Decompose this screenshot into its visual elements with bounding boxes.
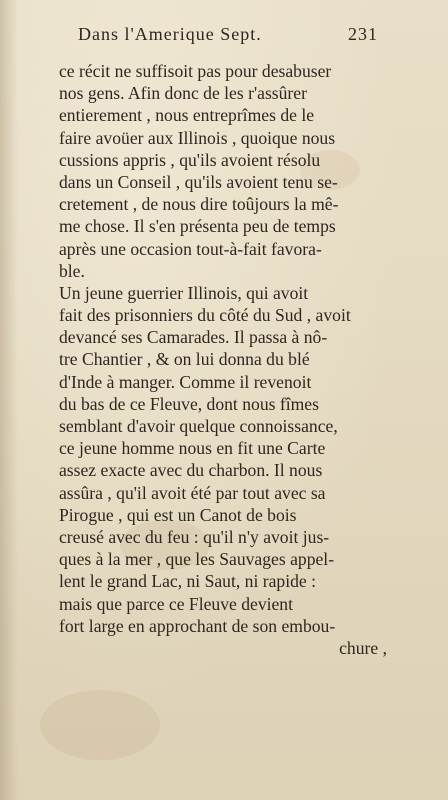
text-line: devancé ses Camarades. Il passa à nô- bbox=[59, 327, 328, 348]
text-line: lent le grand Lac, ni Saut, ni rapide : bbox=[59, 571, 316, 592]
text-line: dans un Conseil , qu'ils avoient tenu se- bbox=[59, 171, 338, 192]
text-line: tre Chantier , & on lui donna du blé bbox=[59, 349, 310, 370]
text-line: entierement , nous entreprîmes de le bbox=[59, 105, 315, 126]
page-number: 231 bbox=[348, 24, 378, 44]
text-line: Pirogue , qui est un Canot de bois bbox=[59, 504, 297, 525]
text-line: creusé avec du feu : qu'il n'y avoit jus- bbox=[59, 526, 330, 547]
text-line: ce récit ne suffisoit pas pour desabuser bbox=[59, 61, 332, 81]
text-line: nos gens. Afin donc de les r'assûrer bbox=[59, 83, 307, 104]
text-line: me chose. Il s'en présenta peu de temps bbox=[59, 216, 336, 237]
text-line: ble. bbox=[59, 260, 85, 281]
text-line: semblant d'avoir quelque connoissance, bbox=[59, 416, 338, 436]
text-line: assez exacte avec du charbon. Il nous bbox=[59, 460, 323, 481]
text-line: ce jeune homme nous en fit une Carte bbox=[59, 438, 326, 459]
text-line: du bas de ce Fleuve, dont nous fîmes bbox=[59, 393, 319, 414]
running-title: Dans l'Amerique Sept. bbox=[78, 24, 262, 44]
text-line: d'Inde à manger. Comme il revenoit bbox=[59, 371, 312, 392]
text-line: après une occasion tout-à-fait favora- bbox=[59, 238, 322, 259]
text-line: chure , bbox=[339, 637, 387, 658]
text-line: assûra , qu'il avoit été par tout avec sa bbox=[59, 482, 326, 503]
text-line: cussions appris , qu'ils avoient résolu bbox=[59, 149, 321, 170]
text-line: cretement , de nous dire toûjours la mê- bbox=[59, 194, 339, 215]
text-line: fait des prisonniers du côté du Sud , avoit bbox=[59, 305, 351, 326]
body-text bbox=[59, 60, 387, 659]
page-gutter-shadow bbox=[0, 0, 18, 800]
text-line: fort large en approchant de son embou- bbox=[59, 615, 336, 636]
running-header bbox=[78, 24, 378, 50]
paper-stain bbox=[40, 690, 160, 760]
text-line: faire avoüer aux Illinois , quoique nous bbox=[59, 127, 336, 148]
text-line: mais que parce ce Fleuve devient bbox=[59, 593, 293, 614]
text-line: ques à la mer , que les Sauvages appel- bbox=[59, 549, 335, 570]
text-line: Un jeune guerrier Illinois, qui avoit bbox=[59, 282, 309, 303]
